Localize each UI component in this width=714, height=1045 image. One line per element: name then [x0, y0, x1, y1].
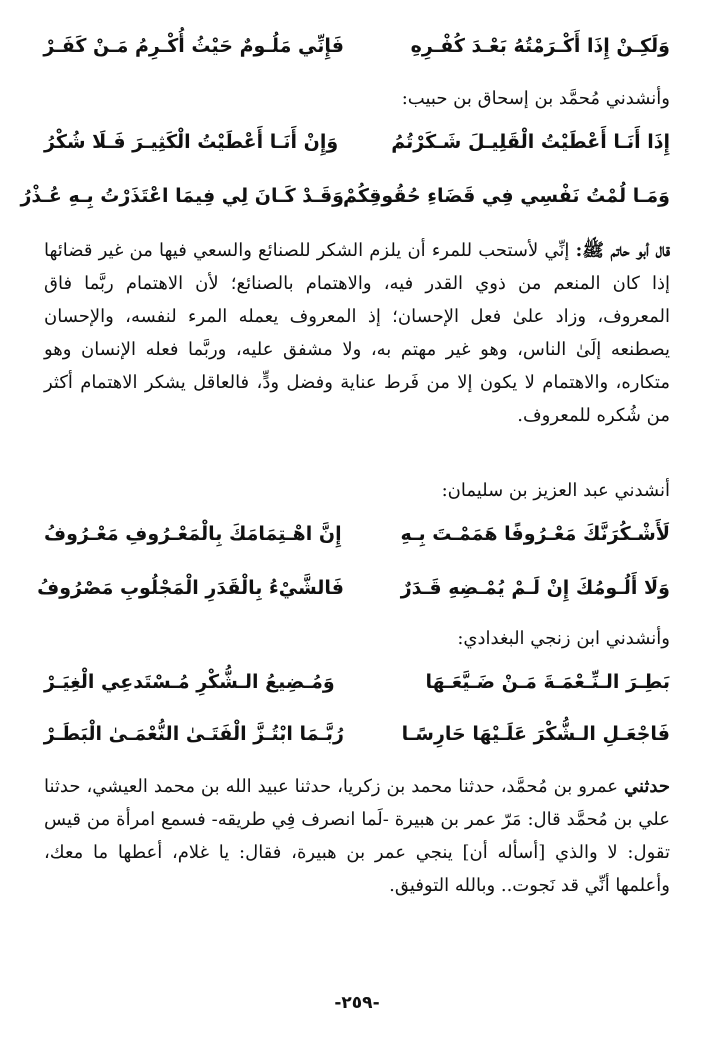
verse-first-hemistich: بَطِـرَ الـنِّـعْمَـةَ مَـنْ ضَـيَّعَـهَا: [425, 671, 670, 693]
verse-first-hemistich: فَاجْعَـلِ الـشُّكْرَ عَلَـيْهَا حَارِسًـا: [401, 723, 670, 745]
verse-first-hemistich: إِذَا أَنَـا أَعْطَيْتُ الْقَلِيـلَ شَـكَرْتُمُ: [391, 131, 670, 153]
verse-second-hemistich: رُبَّـمَا ابْتُـزَّ الْفَتَـىٰ النُّعْمَـىٰ الْبَطَـرْ: [43, 723, 344, 745]
verse-line: [44, 26, 670, 66]
verse-first-hemistich: وَمَـا لُمْتُ نَفْسِي فِي قَضَاءِ حُقُوقِكُمْ: [343, 185, 670, 207]
verse-first-hemistich: لَأَشْـكُرَنَّكَ مَعْـرُوفًا هَمَمْـتَ بِـهِ: [400, 523, 670, 545]
verse-line: [44, 714, 670, 754]
paragraph-body: إنِّي لأستحب للمرء أن يلزم الشكر للصنائع والسعي فيها من غير قضائها إذا كان المنعم من ذوي القدر فيه، والاهتمام بالصنائع؛ لأن الاهتمام ربَّما فاق المعروف، وزاد علىٰ فعل الإحسان؛ إذ المعروف يعمله المرء لنفسه، والإحسان يصطنعه إلَىٰ الناس، وهو غير مهتم به، ولا مشفق عليه، وربَّما فعله الإنسان وهو متكاره، والاهتمام لا يكون إلا من فَرط عناية وفضل ودٍّ، فالعاقل يشكر الاهتمام أكثر من شُكره للمعروف.: [44, 240, 670, 426]
paragraph-body: عمرو بن مُحمَّد، حدثنا محمد بن زكريا، حدثنا عبيد الله بن محمد العيشي، حدثنا علي بن مُحمَّد قال: مَرّ عمر بن هبيرة -لَما انصرف فِي طريقه- فسمع امرأة من قيس تقول: لا والذي [أسأله أن] ينجي عمر بن هبيرة، فقال: يا غلام، أعطها ما معك، وأعلمها أنِّي قد نَجوت.. وبالله التوفيق.: [44, 776, 670, 896]
page-number: -٢٥٩-: [334, 993, 380, 1013]
verse-second-hemistich: فَإِنِّي مَلُـومٌ حَيْثُ أُكْـرِمُ مَـنْ كَفَـرْ: [43, 35, 344, 57]
verse-line: [20, 176, 670, 216]
verse-line: [37, 568, 670, 608]
poem-intro: وأنشدني مُحمَّد بن إسحاق بن حبيب:: [401, 88, 670, 109]
verse-line: [44, 514, 670, 554]
verse-second-hemistich: وَإِنْ أَنَـا أَعْطَيْتُ الْكَثِيـرَ فَـلَا شُكْرُ: [44, 131, 339, 153]
verse-second-hemistich: وَقَـدْ كَـانَ لِي فِيمَا اعْتَذَرْتُ بِـهِ عُـذْرُ: [20, 185, 344, 207]
verse-line: [44, 662, 670, 702]
verse-line: [44, 122, 670, 162]
verse-second-hemistich: فَالشَّيْءُ بِالْقَدَرِ الْمَجْلُوبِ مَصْرُوفُ: [37, 577, 344, 599]
paragraph-lead: قال أبو حاتم ﷺ:: [575, 240, 670, 261]
poem-intro: أنشدني عبد العزيز بن سليمان:: [441, 480, 670, 501]
prose-paragraph: [44, 234, 670, 432]
verse-second-hemistich: وَمُـضِيعُ الـشُّكْرِ مُـسْتَدعِي الْغِيَـرْ: [44, 671, 335, 693]
verse-second-hemistich: إِنَّ اهْـتِمَامَكَ بِالْمَعْـرُوفِ مَعْـرُوفُ: [44, 523, 342, 545]
paragraph-lead: حدثني: [623, 776, 670, 797]
verse-first-hemistich: وَلَكِـنْ إِذَا أَكْـرَمْتُهُ بَعْـدَ كُفْـرِهِ: [410, 35, 670, 57]
poem-intro: وأنشدني ابن زنجي البغدادي:: [457, 628, 670, 649]
verse-first-hemistich: وَلَا أَلُـومُكَ إِنْ لَـمْ يُمْـضِهِ قَـدَرٌ: [400, 577, 670, 599]
prose-paragraph: [44, 770, 670, 902]
